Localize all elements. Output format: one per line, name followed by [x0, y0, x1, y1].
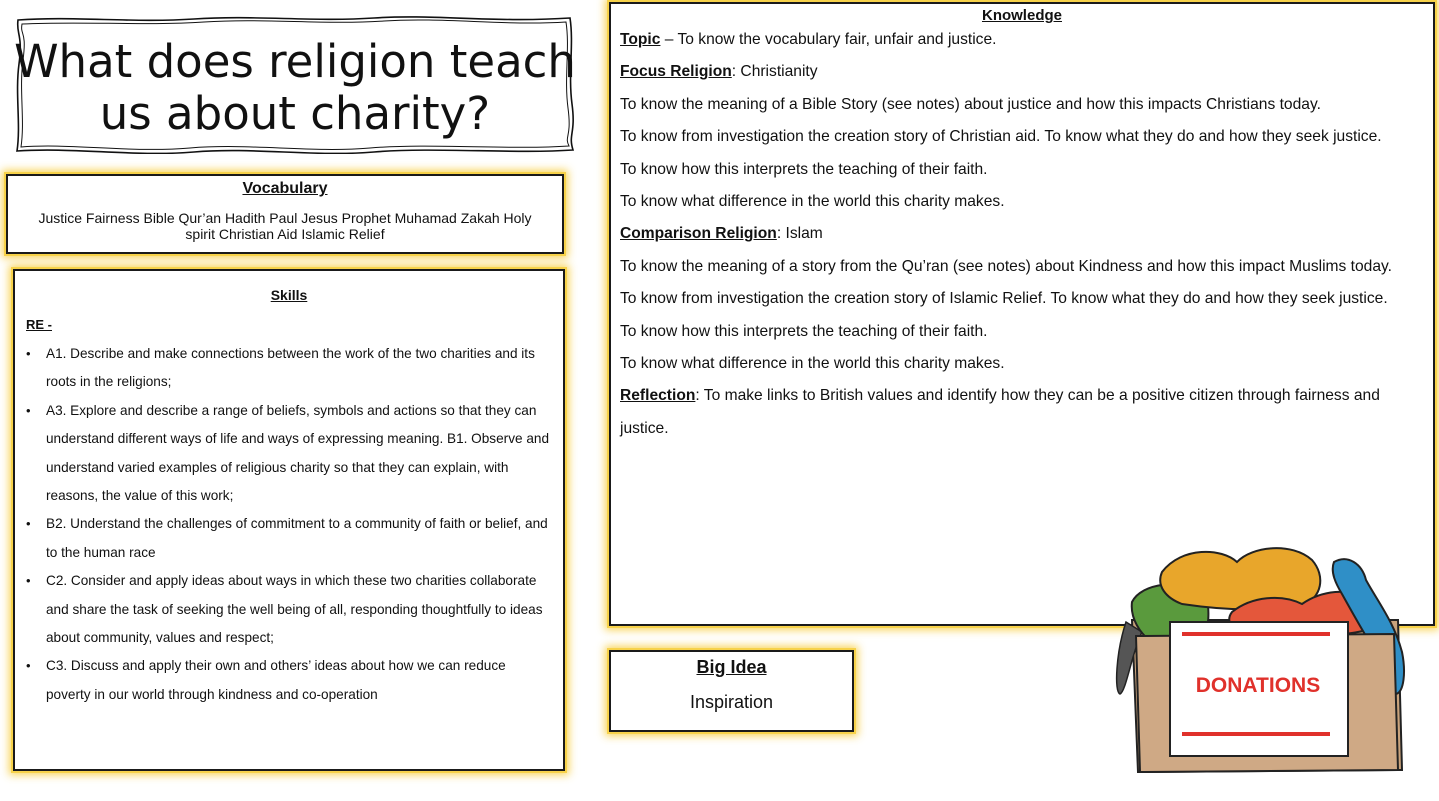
page-title: What does religion teach us about charity? — [14, 35, 576, 140]
skills-item: • C3. Discuss and apply their own and others’ ideas about how we can reduce poverty in our world through kindness and co-operation — [15, 652, 563, 709]
topic-text: – To know the vocabulary fair, unfair and justice. — [660, 31, 997, 48]
big-idea-heading: Big Idea — [696, 657, 767, 677]
knowledge-line: To know how this interprets the teaching of their faith. — [620, 160, 988, 178]
skills-item: • A3. Explore and describe a range of beliefs, symbols and actions so that they can understand different ways of life and ways of expressing meaning. B1. Observe and understand varied examples of religious charity so that they can explain, with reasons, the value of this work; — [15, 397, 563, 511]
knowledge-line: To know what difference in the world this charity makes. — [620, 193, 1005, 211]
comparison-religion-line — [620, 218, 1419, 250]
skills-list — [15, 340, 563, 709]
focus-religion-text: : Christianity — [731, 63, 818, 81]
skills-subheading: RE - — [26, 317, 52, 332]
skills-item: • C2. Consider and apply ideas about ways in which these two charities collaborate and share the task of seeking the well being of all, responding thoughtfully to ideas about community, values and respect; — [15, 567, 563, 652]
reflection-text: : To make links to British values and identify how they can be a positive citizen through fairness and justice. — [620, 387, 1380, 437]
knowledge-line: To know the meaning of a Bible Story (see notes) about justice and how this impacts Christians today. — [620, 95, 1321, 113]
skills-item: • A1. Describe and make connections between the work of the two charities and its roots in the religions; — [15, 340, 563, 397]
comparison-religion-label: Comparison Religion — [620, 225, 777, 243]
donations-label: DONATIONS — [1195, 674, 1321, 697]
comparison-religion-text: : Islam — [776, 225, 823, 243]
vocabulary-panel — [6, 174, 564, 254]
donations-box-illustration — [1112, 542, 1412, 774]
big-idea-panel — [609, 650, 854, 732]
knowledge-heading: Knowledge — [981, 7, 1062, 24]
big-idea-text: Inspiration — [689, 692, 774, 712]
reflection-label: Reflection — [620, 387, 696, 405]
vocabulary-words: Justice Fairness Bible Qur’an Hadith Paul Jesus Prophet Muhamad Zakah Holy spirit Christian Aid Islamic Relief — [38, 210, 532, 242]
knowledge-line: To know the meaning of a story from the Qu’ran (see notes) about Kindness and how this impact Muslims today. — [620, 257, 1392, 275]
vocabulary-heading: Vocabulary — [242, 180, 328, 197]
focus-religion-line — [620, 56, 1419, 88]
reflection-line — [620, 380, 1419, 445]
knowledge-panel — [609, 2, 1435, 626]
knowledge-line: To know what difference in the world this charity makes. — [620, 355, 1005, 373]
knowledge-line: To know from investigation the creation story of Christian aid. To know what they do and how they seek justice. — [620, 128, 1382, 146]
knowledge-line: To know from investigation the creation story of Islamic Relief. To know what they do and how they seek justice. — [620, 290, 1388, 308]
skills-heading: Skills — [270, 287, 308, 303]
donations-box-icon — [1112, 542, 1412, 774]
skills-item: • B2. Understand the challenges of commitment to a community of faith or belief, and to the human race — [15, 510, 563, 567]
title-panel — [14, 14, 576, 154]
topic-line — [620, 24, 1419, 56]
topic-label: Topic — [620, 31, 661, 48]
skills-panel — [13, 269, 565, 771]
focus-religion-label: Focus Religion — [620, 63, 732, 81]
knowledge-line: To know how this interprets the teaching of their faith. — [620, 322, 988, 340]
